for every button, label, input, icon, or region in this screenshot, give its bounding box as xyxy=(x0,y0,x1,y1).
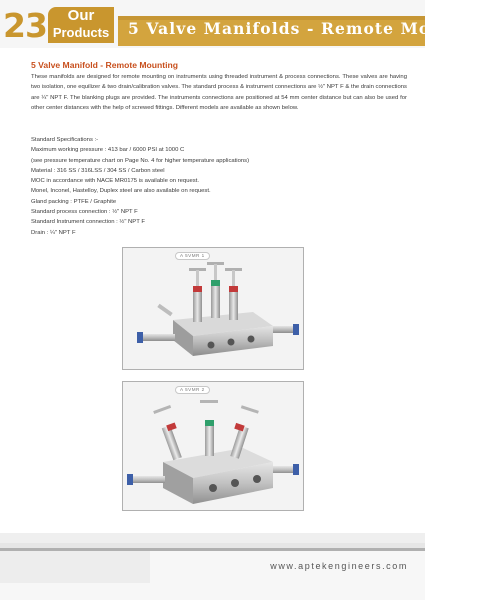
spec-line: Standard Instrument connection : ½" NPT F xyxy=(31,219,145,226)
page-title: 5 Valve Manifolds - Remote Mounting xyxy=(128,19,495,38)
spec-line: Gland packing : PTFE / Graphite xyxy=(31,198,117,205)
manifold-illustration xyxy=(123,248,303,369)
section-heading: 5 Valve Manifold - Remote Mounting xyxy=(31,60,179,70)
model-label: A 5VMR 2 xyxy=(175,386,210,394)
page-number: 23 xyxy=(3,6,47,45)
spec-line: Drain : ¼" NPT F xyxy=(31,229,76,236)
spec-line: Standard Specifications :- xyxy=(31,137,99,143)
spec-line: MOC in accordance with NACE MR0175 is available on request. xyxy=(31,178,199,185)
manifold-illustration xyxy=(123,382,303,510)
specifications-list xyxy=(31,135,391,238)
spec-line: Standard process connection : ½" NPT F xyxy=(31,209,138,216)
footer-block xyxy=(0,551,150,583)
product-photo-a5vmr1 xyxy=(122,247,304,370)
intro-paragraph: These manifolds are designed for remote mounting on instruments using threaded instrument & process connections. These valves are having two isolation, one equilizer & two drain/calibration valves. The standard process & instrument connections are ½" NPT F & the drain connections are ¼" NPT F. The blanking plugs are provided. The instruments connections are positioned at 54 mm center distance but can also be used for other center distances with the help of screwed fittings. Different models are available as shown below. xyxy=(31,74,407,112)
website-url: www.aptekengineers.com xyxy=(270,561,408,571)
spec-line: Material : 316 SS / 316LSS / 304 SS / Carbon steel xyxy=(31,167,165,174)
spec-line: Monel, Inconel, Hastelloy, Duplex steel are also available on request. xyxy=(31,188,211,195)
spec-line: Maximum working pressure : 413 bar / 6000 PSI at 1000 C xyxy=(31,147,185,154)
section-badge xyxy=(48,7,114,43)
badge-line-our: Our xyxy=(67,7,95,24)
footer-stripe xyxy=(0,533,425,543)
product-photo-a5vmr2 xyxy=(122,381,304,511)
page-header xyxy=(0,0,495,48)
spec-line: (see pressure temperature chart on Page No. 4 for higher temperature applications) xyxy=(31,157,250,164)
model-label: A 5VMR 1 xyxy=(175,252,210,260)
badge-line-products: Products xyxy=(52,25,110,40)
